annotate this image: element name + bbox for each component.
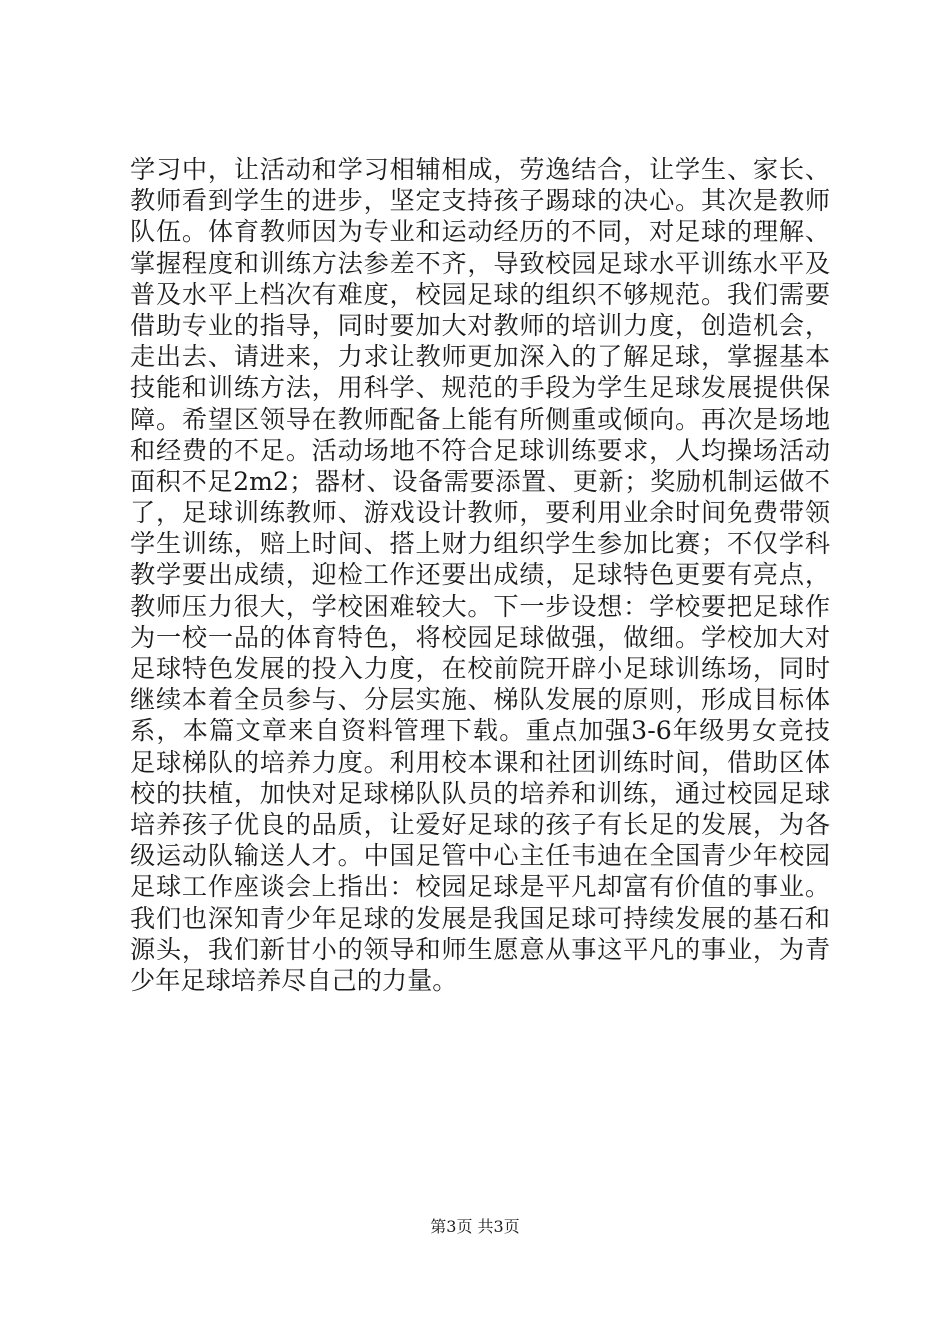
text-line: 教学要出成绩，迎检工作还要出成绩，足球特色更要有亮点， xyxy=(130,560,830,590)
text-line: 和经费的不足。活动场地不符合足球训练要求，人均操场活动 xyxy=(130,435,830,465)
text-line: 普及水平上档次有难度，校园足球的组织不够规范。我们需要 xyxy=(130,279,830,309)
text-line: 校的扶植，加快对足球梯队队员的培养和训练，通过校园足球 xyxy=(130,778,830,808)
text-line: 面积不足2m2；器材、设备需要添置、更新；奖励机制运做不 xyxy=(130,466,830,496)
text-line: 系，本篇文章来自资料管理下载。重点加强3-6年级男女竞技 xyxy=(130,716,830,746)
text-line: 足球梯队的培养力度。利用校本课和社团训练时间，借助区体 xyxy=(130,747,830,777)
text-line: 少年足球培养尽自己的力量。 xyxy=(130,965,458,995)
text-line: 技能和训练方法，用科学、规范的手段为学生足球发展提供保 xyxy=(130,373,830,403)
text-line: 学习中，让活动和学习相辅相成，劳逸结合，让学生、家长、 xyxy=(130,155,830,184)
text-line: 学生训练，赔上时间、搭上财力组织学生参加比赛；不仅学科 xyxy=(130,529,830,559)
text-line: 教师看到学生的进步，坚定支持孩子踢球的决心。其次是教师 xyxy=(130,186,830,216)
text-line: 了，足球训练教师、游戏设计教师，要利用业余时间免费带领 xyxy=(130,498,830,528)
text-line: 走出去、请进来，力求让教师更加深入的了解足球，掌握基本 xyxy=(130,342,830,372)
text-line: 足球特色发展的投入力度，在校前院开辟小足球训练场，同时 xyxy=(130,654,830,683)
text-line: 级运动队输送人才。中国足管中心主任韦迪在全国青少年校园 xyxy=(130,841,830,871)
text-line: 我们也深知青少年足球的发展是我国足球可持续发展的基石和 xyxy=(130,903,830,933)
text-line: 继续本着全员参与、分层实施、梯队发展的原则，形成目标体 xyxy=(130,685,830,715)
text-line: 教师压力很大，学校困难较大。下一步设想：学校要把足球作 xyxy=(130,591,830,621)
body-paragraph xyxy=(130,154,830,996)
text-line: 掌握程度和训练方法参差不齐，导致校园足球水平训练水平及 xyxy=(130,248,830,278)
page-footer: 第3页 共3页 xyxy=(430,1217,520,1236)
text-line: 为一校一品的体育特色，将校园足球做强，做细。学校加大对 xyxy=(130,622,830,652)
text-line: 培养孩子优良的品质，让爱好足球的孩子有长足的发展，为各 xyxy=(130,809,830,839)
text-line: 源头，我们新甘小的领导和师生愿意从事这平凡的事业，为青 xyxy=(130,934,830,964)
text-line: 借助专业的指导，同时要加大对教师的培训力度，创造机会， xyxy=(130,310,830,340)
text-line: 障。希望区领导在教师配备上能有所侧重或倾向。再次是场地 xyxy=(130,404,830,434)
text-line: 队伍。体育教师因为专业和运动经历的不同，对足球的理解、 xyxy=(130,217,830,247)
text-line: 足球工作座谈会上指出：校园足球是平凡却富有价值的事业。 xyxy=(130,872,830,902)
